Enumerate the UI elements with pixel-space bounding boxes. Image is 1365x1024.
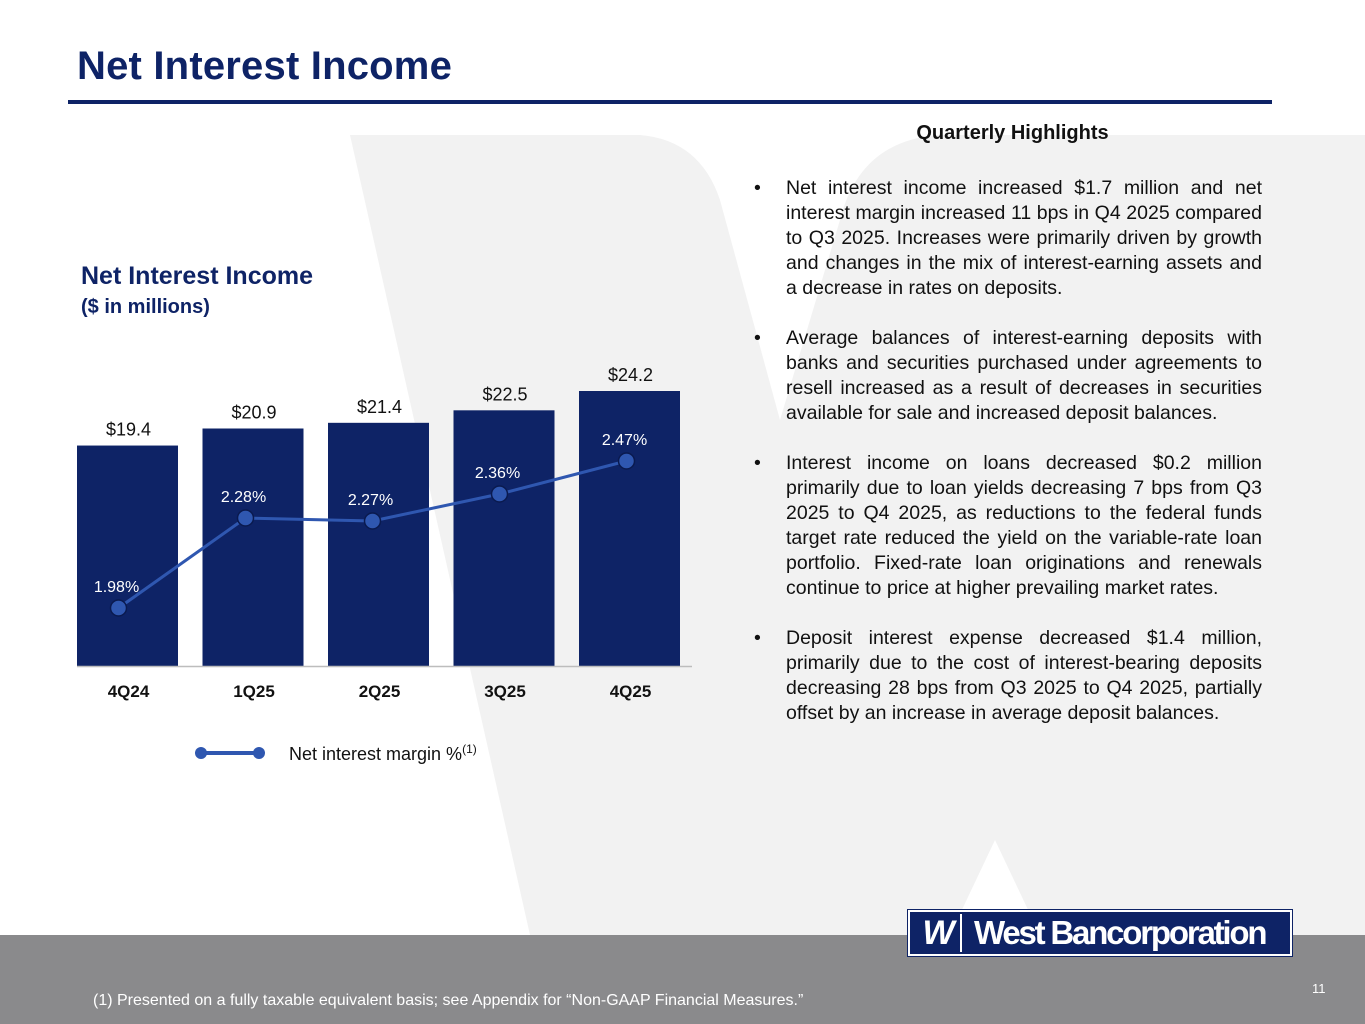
x-tick-label: 1Q25 (233, 682, 275, 701)
page-number: 11 (1312, 981, 1326, 996)
bar-4Q24 (77, 446, 178, 666)
legend-label: Net interest margin %$^{(1)}$ (289, 741, 477, 764)
x-tick-label: 2Q25 (358, 682, 401, 701)
logo-text: West Bancorporation (974, 914, 1266, 951)
bar-3Q25 (454, 410, 555, 666)
bar-value-label: $19.4 (105, 419, 152, 440)
highlight-item: • Interest income on loans decreased $0.2 million primarily due to loan yields decreasing 7 bps from Q3 2025 to Q4 2025, as reductions to the federal funds target rate reduced the yield on the variable-rate loan portfolio. Fixed-rate loan originations and renewals continue to price at higher prevailing market rates. (754, 452, 1262, 599)
x-tick-label: 4Q25 (609, 682, 652, 701)
bar-value-label: $21.4 (356, 396, 403, 417)
bar-value-label: $22.5 (482, 384, 528, 405)
margin-value-label: 1.98% (93, 579, 140, 596)
highlight-item: • Net interest income increased $1.7 million and net interest margin increased 11 bps in Q4 2025 compared to Q3 2025. Increases were primarily driven by growth and changes in the mix of interest-earning assets and a decrease in rates on deposits. (754, 177, 1262, 299)
chart-legend (195, 741, 477, 765)
bar-1Q25 (203, 429, 304, 667)
margin-point-4Q25 (619, 453, 635, 469)
bullet-icon: • (754, 177, 761, 199)
highlights-list (750, 176, 1262, 751)
margin-point-2Q25 (365, 513, 381, 529)
margin-point-3Q25 (492, 486, 508, 502)
highlights-heading: Quarterly Highlights (916, 122, 1109, 144)
footnote: (1) Presented on a fully taxable equivalent basis; see Appendix for “Non-GAAP Financial Measures.” (93, 992, 804, 1009)
chart-subtitle: ($ in millions) (81, 296, 210, 318)
bullet-icon: • (754, 627, 761, 649)
bar-2Q25 (328, 423, 429, 666)
bars-group (77, 391, 680, 666)
margin-point-4Q24 (111, 600, 127, 616)
highlight-item: • Deposit interest expense decreased $1.4 million, primarily due to the cost of interest-bearing deposits decreasing 28 bps from Q3 2025 to Q4 2025, partially offset by an increase in average deposit balances. (754, 627, 1262, 724)
x-tick-label: 3Q25 (484, 682, 526, 701)
bar-value-label: $24.2 (607, 365, 654, 385)
margin-value-label: 2.36% (474, 465, 521, 482)
page-title: Net Interest Income (77, 44, 453, 88)
margin-value-label: 2.27% (347, 492, 394, 509)
bullet-icon: • (754, 327, 761, 349)
legend-line-swatch-icon (195, 741, 265, 765)
margin-point-1Q25 (238, 510, 254, 526)
x-tick-label: 4Q24 (107, 682, 150, 701)
chart-title: Net Interest Income (81, 262, 314, 290)
logo-mark-icon: W (914, 914, 962, 952)
margin-value-label: 2.28% (220, 489, 267, 506)
highlight-item: • Average balances of interest-earning deposits with banks and securities purchased under agreements to resell increased as a result of decreases in securities available for sale and increased deposit balances. (754, 327, 1262, 424)
west-bancorporation-logo (908, 910, 1292, 956)
bullet-icon: • (754, 452, 761, 474)
bar-value-label: $20.9 (231, 402, 277, 423)
margin-value-label: 2.47% (601, 432, 648, 449)
